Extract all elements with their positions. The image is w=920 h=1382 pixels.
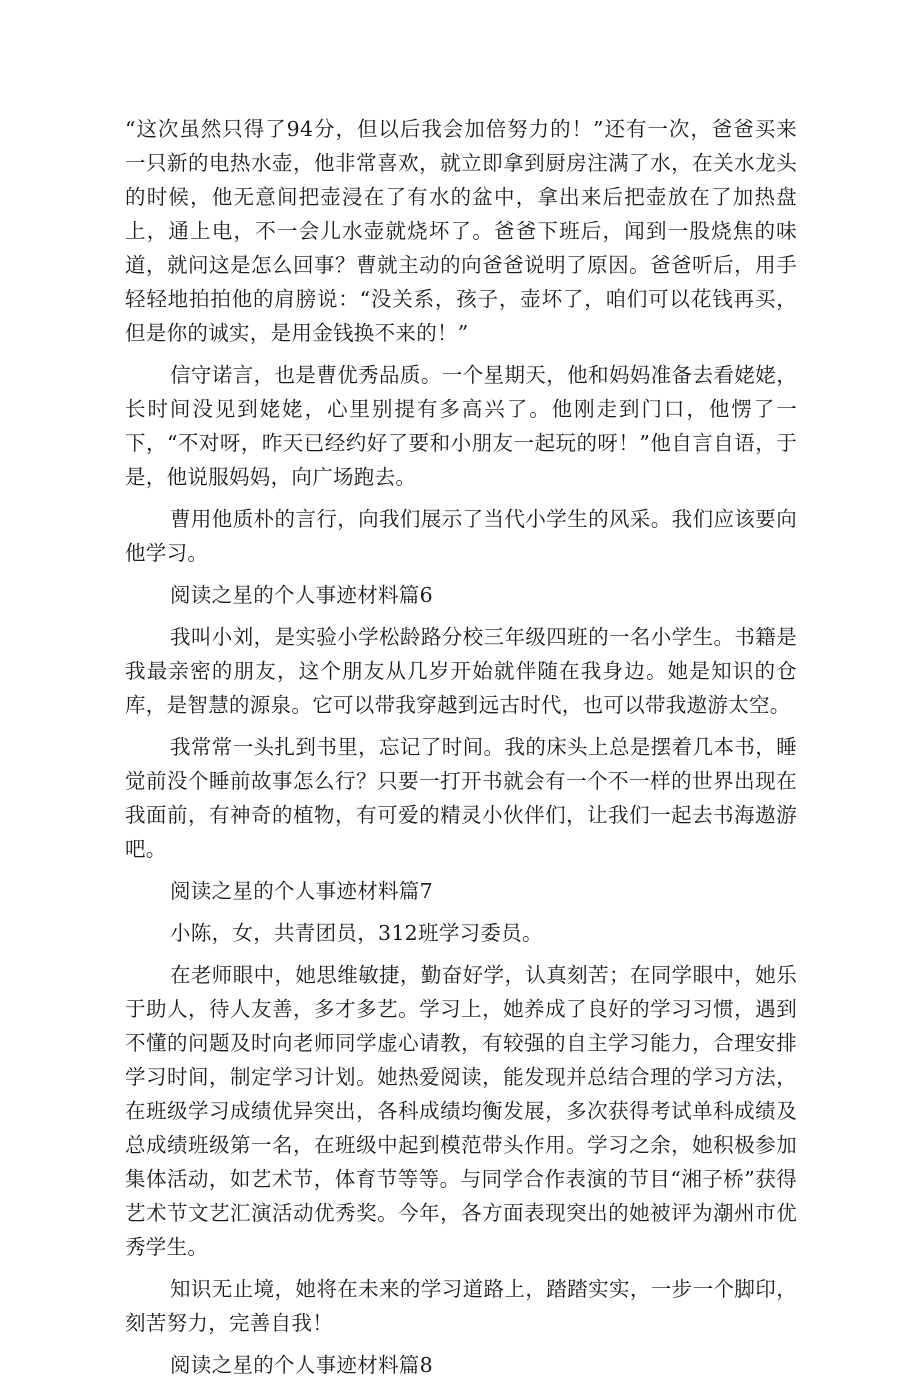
paragraph-xiaochen-details: 在老师眼中，她思维敏捷，勤奋好学，认真刻苦；在同学眼中，她乐于助人，待人友善，多才多艺。学习上，她养成了良好的学习习惯，遇到不懂的问题及时向老师同学虚心请教，有较强的自主学习能力，合理安排学习时间，制定学习计划。她热爱阅读，能发现并总结合理的学习方法，在班级学习成绩优异突出，各科成绩均衡发展，多次获得考试单科成绩及总成绩班级第一名，在班级中起到模范带头作用。学习之余，她积极参加集体活动，如艺术节，体育节等等。与同学合作表演的节目“湘子桥”获得艺术节文艺汇演活动优秀奖。今年，各方面表现突出的她被评为潮州市优秀学生。 [125,963,797,1259]
document-body [125,112,797,1382]
paragraph-xiaochen-closing: 知识无止境，她将在未来的学习道路上，踏踏实实，一步一个脚印，刻苦努力，完善自我！ [125,1277,797,1335]
section-heading-8: 阅读之星的个人事迹材料篇8 [170,1353,433,1377]
paragraph-xiaoliu-intro: 我叫小刘，是实验小学松龄路分校三年级四班的一名小学生。书籍是我最亲密的朋友，这个朋友从几岁开始就伴随在我身边。她是知识的仓库，是智慧的源泉。它可以带我穿越到远古时代，也可以带我遨游太空。 [125,625,797,717]
paragraph-summary: 曹用他质朴的言行，向我们展示了当代小学生的风采。我们应该要向他学习。 [125,507,797,565]
section-heading-6: 阅读之星的个人事迹材料篇6 [170,583,433,607]
paragraph-xiaochen-intro: 小陈，女，共青团员，312班学习委员。 [170,921,543,945]
paragraph-keep-promise: 信守诺言，也是曹优秀品质。一个星期天，他和妈妈准备去看姥姥，长时间没见到姥姥，心里别提有多高兴了。他刚走到门口，他愣了一下，“不对呀，昨天已经约好了要和小朋友一起玩的呀！”他自言自语，于是，他说服妈妈，向广场跑去。 [125,363,797,489]
paragraph-xiaoliu-reading: 我常常一头扎到书里，忘记了时间。我的床头上总是摆着几本书，睡觉前没个睡前故事怎么行？只要一打开书就会有一个不一样的世界出现在我面前，有神奇的植物，有可爱的精灵小伙伴们，让我们一起去书海遨游吧。 [125,735,797,861]
paragraph-story-continued: “这次虽然只得了94分，但以后我会加倍努力的！”还有一次，爸爸买来一只新的电热水壶，他非常喜欢，就立即拿到厨房注满了水，在关水龙头的时候，他无意间把壶浸在了有水的盆中，拿出来后把壶放在了加热盘上，通上电，不一会儿水壶就烧坏了。爸爸下班后，闻到一股烧焦的味道，就问这是怎么回事？曹就主动的向爸爸说明了原因。爸爸听后，用手轻轻地拍拍他的肩膀说：“没关系，孩子，壶坏了，咱们可以花钱再买，但是你的诚实，是用金钱换不来的！” [125,117,797,345]
section-heading-7: 阅读之星的个人事迹材料篇7 [170,879,433,903]
